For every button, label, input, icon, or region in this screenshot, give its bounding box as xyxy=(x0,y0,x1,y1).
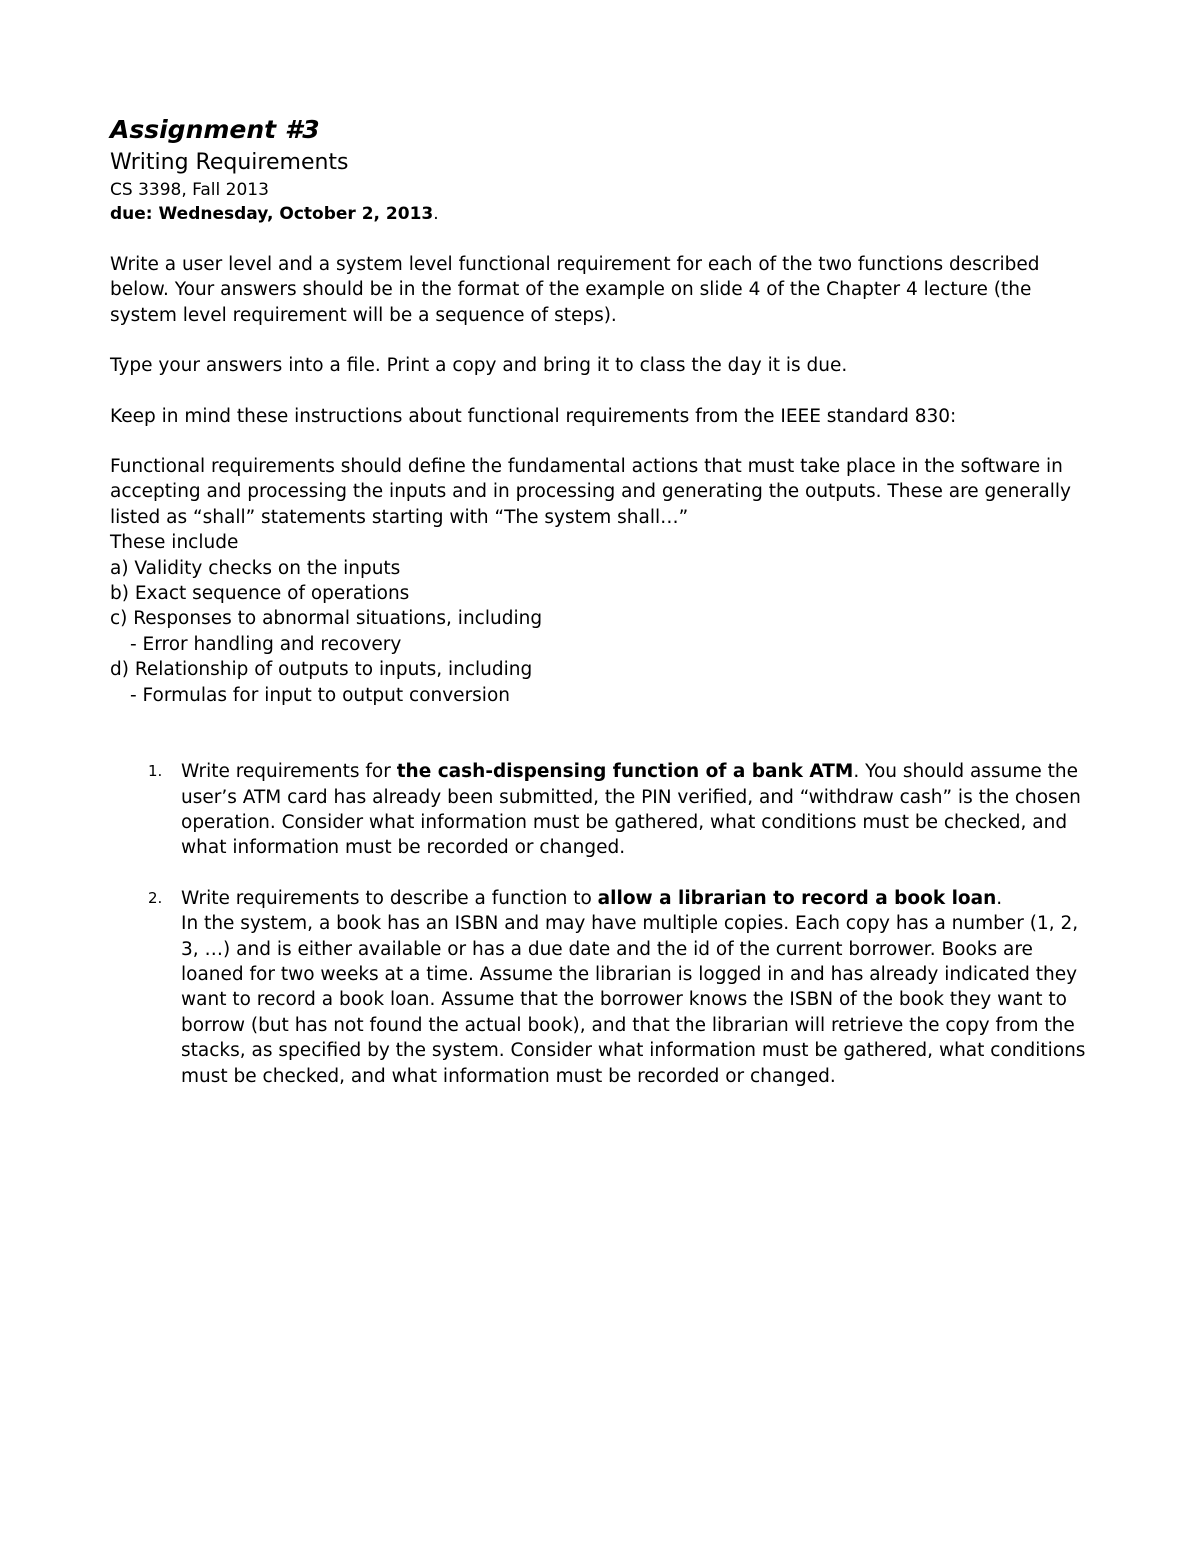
task-body-text: . You should assume the user’s ATM card has already been submitted, the PIN verified, and “withdraw cash” is the chosen operation. Consider what information must be gathered, what conditions must be checked, and what information must be recorded or changed. xyxy=(181,761,1081,859)
assignment-title: Assignment #3 xyxy=(110,115,320,144)
task-lead-text: Write requirements to describe a function to xyxy=(181,887,598,909)
task-item-library xyxy=(110,886,1100,1089)
task-period: . xyxy=(996,887,1003,909)
ieee-quote-paragraph: Functional requirements should define the fundamental actions that must take place in the software in accepting and processing the inputs and in processing and generating the outputs. These are generally listed as “shall” statements starting with “The system shall…” xyxy=(110,456,1071,528)
task-detail-text: In the system, a book has an ISBN and may have multiple copies. Each copy has a number (1, 2, 3, …) and is either available or has a due date and the id of the current borrower. Books are loaned for two weeks at a time. Assume the librarian is logged in and has already indicated they want to record a book loan. Assume that the borrower knows the ISBN of the book they want to borrow (but has not found the actual book), and that the librarian will retrieve the copy from the stacks, as specified by the system. Consider what information must be gathered, what conditions must be checked, and what information must be recorded or changed. xyxy=(181,913,1086,1087)
task-number: 2. xyxy=(148,888,163,907)
ieee-list-subitem: - Error handling and recovery xyxy=(130,633,402,655)
assignment-subtitle: Writing Requirements xyxy=(110,150,349,175)
ieee-include-line: These include xyxy=(110,532,239,554)
ieee-list-item: c) Responses to abnormal situations, including xyxy=(110,608,543,630)
submission-paragraph: Type your answers into a file. Print a copy and bring it to class the day it is due. xyxy=(110,355,848,377)
ieee-intro-paragraph: Keep in mind these instructions about functional requirements from the IEEE standard 830: xyxy=(110,405,957,427)
task-bold-text: the cash-dispensing function of a bank ATM xyxy=(396,761,854,783)
due-date-period: . xyxy=(433,204,439,224)
course-line: CS 3398, Fall 2013 xyxy=(110,180,269,200)
task-lead-text: Write requirements for xyxy=(181,761,397,783)
due-date-text: due: Wednesday, October 2, 2013 xyxy=(110,204,434,224)
due-date-line xyxy=(110,202,1100,226)
ieee-list-item: b) Exact sequence of operations xyxy=(110,583,410,605)
task-list xyxy=(110,759,1100,1089)
task-bold-text: allow a librarian to record a book loan xyxy=(597,887,997,909)
task-item-atm xyxy=(110,759,1100,861)
ieee-list-subitem: - Formulas for input to output conversion xyxy=(130,684,510,706)
document-content xyxy=(110,112,1100,1089)
ieee-list-item: d) Relationship of outputs to inputs, including xyxy=(110,659,533,681)
task-number: 1. xyxy=(148,762,163,781)
ieee-list-item: a) Validity checks on the inputs xyxy=(110,557,401,579)
intro-paragraph: Write a user level and a system level functional requirement for each of the two functions described below. Your answers should be in the format of the example on slide 4 of the Chapter 4 lecture (the system level requirement will be a sequence of steps). xyxy=(110,254,1040,326)
